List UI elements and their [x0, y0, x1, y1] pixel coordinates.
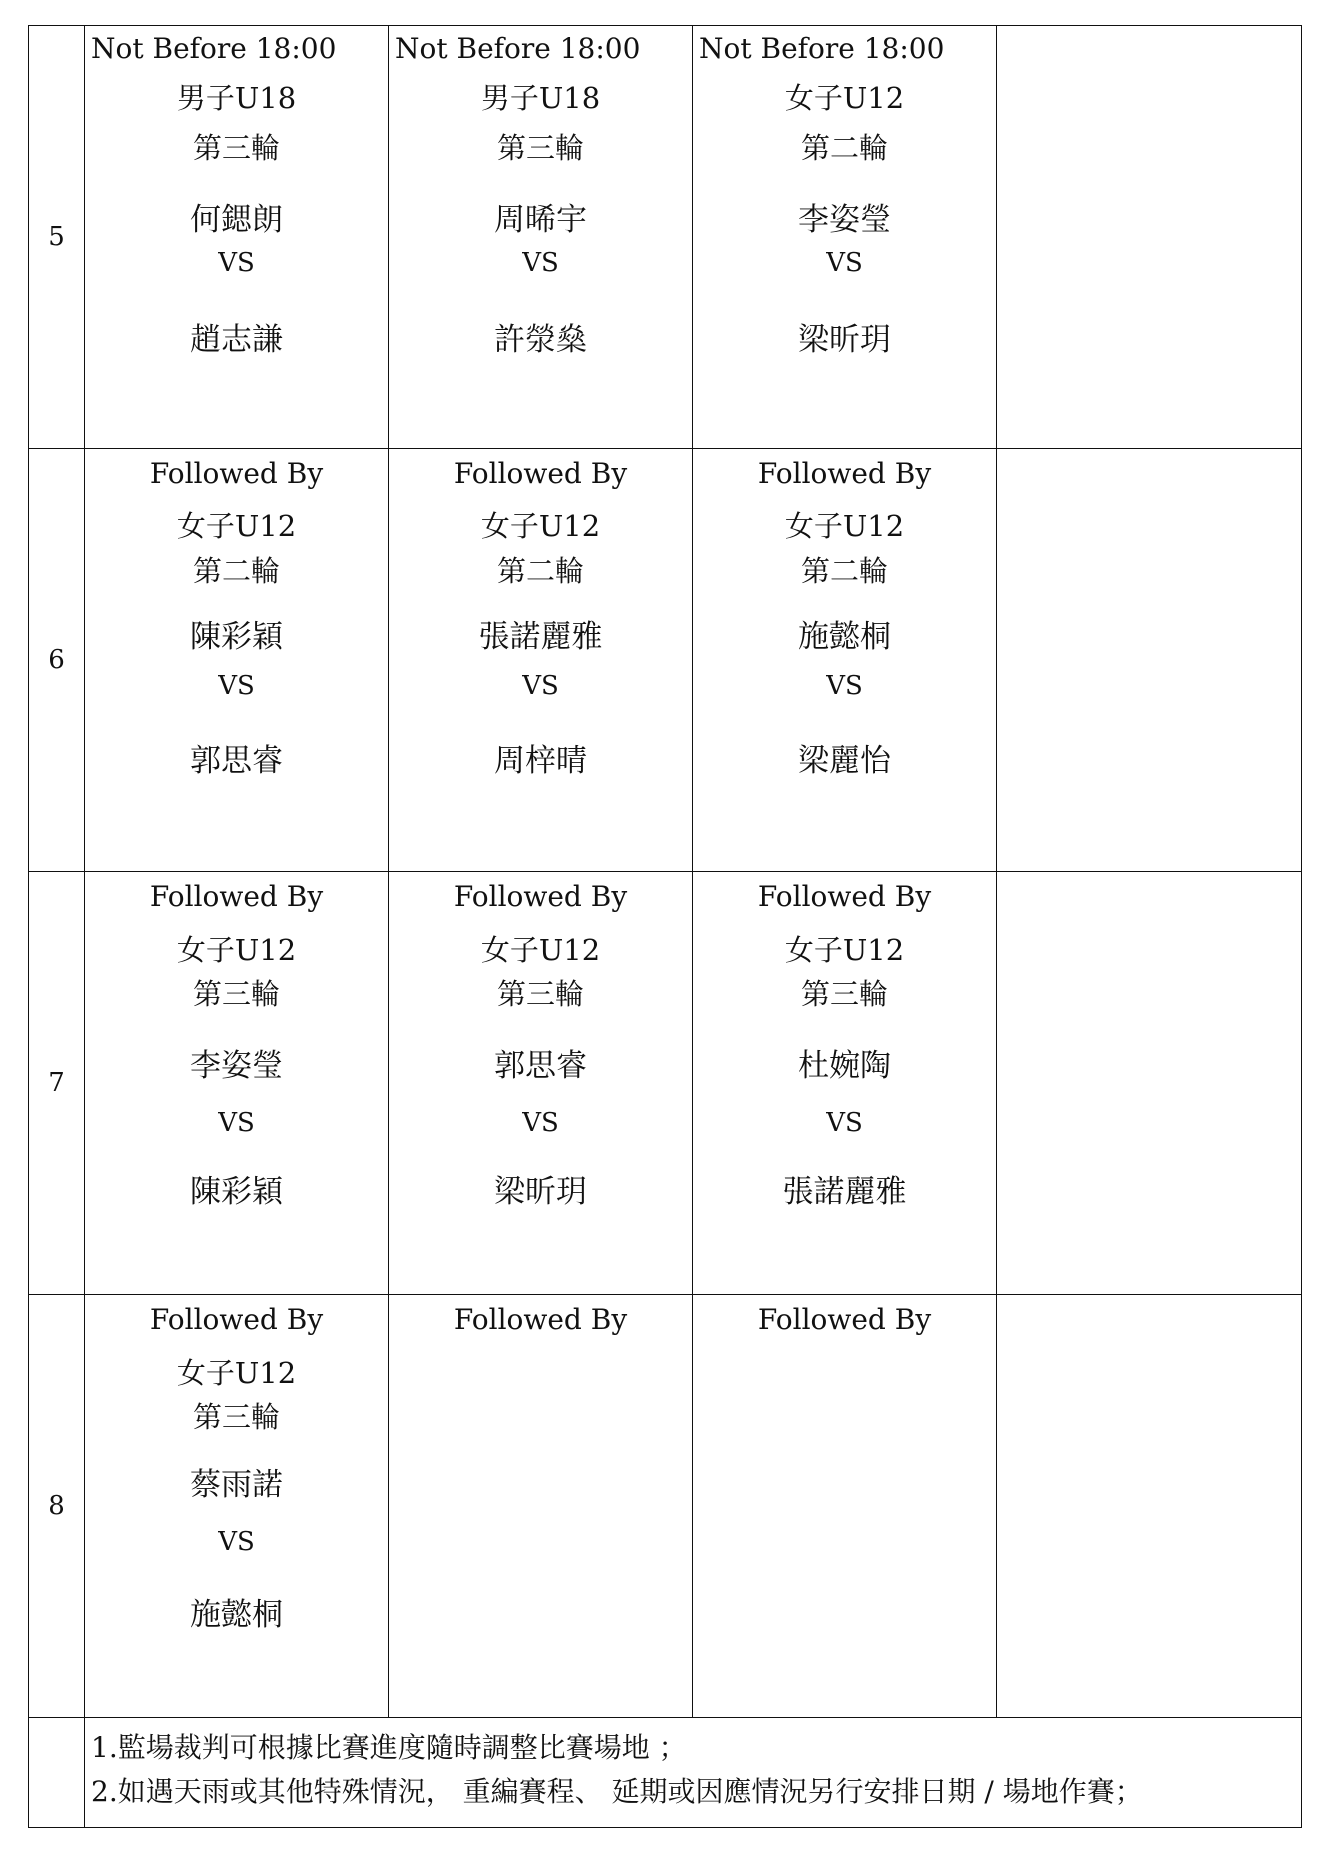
schedule-table: [28, 25, 1302, 1828]
player-two: 梁昕玥: [798, 322, 891, 358]
empty-cell: [997, 1295, 1302, 1718]
player-two: 許滎燊: [494, 322, 587, 358]
match-round: 第三輪: [192, 131, 280, 165]
match-event: 男子U18: [176, 81, 297, 115]
row-number: 5: [29, 26, 85, 449]
match-time: Not Before 18:00: [699, 32, 945, 65]
schedule-row-5: [29, 26, 1302, 449]
match-time: Followed By: [453, 1303, 628, 1336]
match-time: Followed By: [453, 880, 628, 913]
match-cell: [693, 26, 997, 449]
match-round: 第二輪: [192, 554, 280, 588]
player-one: 郭思睿: [494, 1048, 587, 1084]
player-one: 陳彩穎: [190, 619, 283, 655]
note-line: 2.如遇天雨或其他特殊情況， 重編賽程、 延期或因應情況另行安排日期 / 場地作賽；: [91, 1775, 1143, 1808]
notes-row: [29, 1718, 1302, 1828]
player-two: 梁昕玥: [494, 1174, 587, 1210]
empty-cell: [29, 1718, 85, 1828]
vs-label: VS: [218, 671, 255, 701]
player-one: 周晞宇: [494, 202, 587, 238]
vs-label: VS: [826, 671, 863, 701]
match-round: 第三輪: [496, 977, 584, 1011]
match-time: Followed By: [757, 880, 932, 913]
match-round: 第二輪: [800, 131, 888, 165]
player-two: 周梓晴: [494, 743, 587, 779]
match-cell: [693, 1295, 997, 1718]
match-time: Followed By: [453, 457, 628, 490]
match-round: 第二輪: [496, 554, 584, 588]
match-cell: [85, 1295, 389, 1718]
player-one: 施懿桐: [798, 619, 891, 655]
match-event: 女子U12: [784, 81, 905, 115]
player-two: 梁麗怡: [798, 743, 891, 779]
player-one: 杜婉陶: [798, 1048, 891, 1084]
vs-label: VS: [522, 671, 559, 701]
match-round: 第二輪: [800, 554, 888, 588]
row-number: 7: [29, 872, 85, 1295]
match-event: 女子U12: [480, 933, 601, 967]
match-time: Followed By: [149, 457, 324, 490]
vs-label: VS: [522, 1108, 559, 1138]
player-two: 郭思睿: [190, 743, 283, 779]
vs-label: VS: [826, 248, 863, 278]
vs-label: VS: [522, 248, 559, 278]
vs-label: VS: [218, 1527, 255, 1557]
match-cell: [693, 449, 997, 872]
match-time: Not Before 18:00: [395, 32, 641, 65]
player-two: 施懿桐: [190, 1597, 283, 1633]
vs-label: VS: [218, 1108, 255, 1138]
row-number: 6: [29, 449, 85, 872]
player-two: 趙志謙: [190, 322, 283, 358]
empty-cell: [997, 449, 1302, 872]
match-time: Followed By: [757, 1303, 932, 1336]
match-time: Followed By: [757, 457, 932, 490]
match-event: 男子U18: [480, 81, 601, 115]
match-event: 女子U12: [480, 509, 601, 543]
match-time: Not Before 18:00: [91, 32, 337, 65]
match-cell: [389, 26, 693, 449]
player-one: 何鍶朗: [190, 202, 283, 238]
empty-cell: [997, 26, 1302, 449]
player-one: 張諾麗雅: [478, 619, 603, 655]
match-event: 女子U12: [784, 933, 905, 967]
schedule-row-6: [29, 449, 1302, 872]
player-two: 陳彩穎: [190, 1174, 283, 1210]
schedule-row-8: [29, 1295, 1302, 1718]
match-event: 女子U12: [176, 933, 297, 967]
notes-cell: [85, 1718, 1302, 1828]
player-one: 蔡雨諾: [190, 1467, 283, 1503]
match-cell: [693, 872, 997, 1295]
match-cell: [389, 449, 693, 872]
note-line: 1.監場裁判可根據比賽進度隨時調整比賽場地 ；: [91, 1731, 687, 1764]
vs-label: VS: [826, 1108, 863, 1138]
match-round: 第三輪: [192, 1400, 280, 1434]
match-event: 女子U12: [176, 509, 297, 543]
player-one: 李姿瑩: [798, 202, 891, 238]
match-cell: [389, 872, 693, 1295]
match-cell: [389, 1295, 693, 1718]
match-event: 女子U12: [784, 509, 905, 543]
schedule-row-7: [29, 872, 1302, 1295]
player-two: 張諾麗雅: [782, 1174, 907, 1210]
vs-label: VS: [218, 248, 255, 278]
match-round: 第三輪: [800, 977, 888, 1011]
player-one: 李姿瑩: [190, 1048, 283, 1084]
match-event: 女子U12: [176, 1356, 297, 1390]
match-round: 第三輪: [192, 977, 280, 1011]
match-cell: [85, 872, 389, 1295]
row-number: 8: [29, 1295, 85, 1718]
empty-cell: [997, 872, 1302, 1295]
match-cell: [85, 449, 389, 872]
match-round: 第三輪: [496, 131, 584, 165]
match-time: Followed By: [149, 880, 324, 913]
match-time: Followed By: [149, 1303, 324, 1336]
match-cell: [85, 26, 389, 449]
